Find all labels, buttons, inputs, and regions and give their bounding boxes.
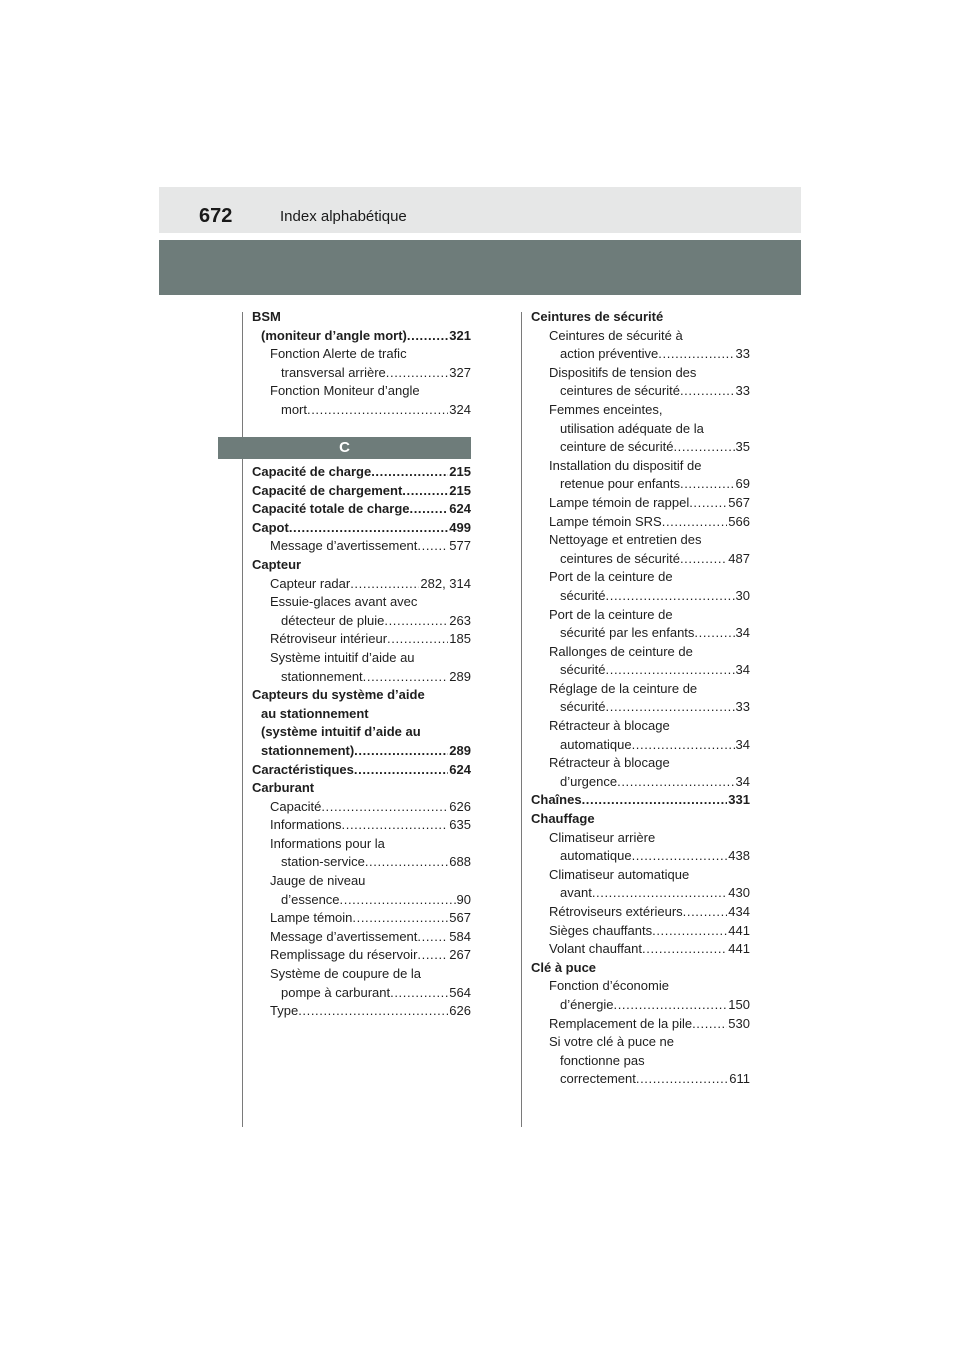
index-entry-term: Lampe témoin SRS [549,513,662,529]
dot-leader [407,327,448,346]
dot-leader [632,847,728,866]
index-entry: Climatiseur automatique [549,866,690,882]
index-entry-page: 34 [735,625,750,641]
index-entry: utilisation adéquate de la [560,420,704,436]
index-entry: Carburant [252,780,315,796]
index-entry: Système intuitif d’aide au [270,649,415,665]
index-entry [531,624,750,643]
index-entry-page: 487 [728,550,750,566]
index-entry: Ceintures de sécurité [531,309,664,324]
dot-leader [617,773,734,792]
index-entry: Port de la ceinture de [549,606,673,622]
index-entry [252,928,471,947]
index-entry-page: 438 [728,848,750,864]
index-entry: Informations pour la [270,835,385,851]
index-column-right [531,308,750,1089]
dot-leader [354,761,448,780]
index-entry: Essuie-glaces avant avec [270,594,418,610]
index-entry [531,773,750,792]
dot-leader [636,1070,728,1089]
index-entry: Dispositifs de tension des [549,364,697,380]
dot-leader [365,853,448,872]
dot-leader [592,884,727,903]
index-entry-page: 215 [449,482,471,498]
index-entry [252,798,471,817]
page-number: 672 [199,205,233,227]
index-entry [531,550,750,569]
index-entry-page: 567 [449,910,471,926]
index-entry-page: 688 [449,854,471,870]
index-entry [252,537,471,556]
dot-leader [307,401,448,420]
index-entry-page: 499 [449,519,471,535]
index-entry-term: automatique [560,848,632,864]
dot-leader [402,482,448,501]
index-entry-page: 90 [456,891,471,907]
index-entry-term: Remplacement de la pile [549,1015,693,1031]
index-entry [252,401,471,420]
index-entry [531,903,750,922]
index-entry: au stationnement [261,705,369,721]
index-entry-term: d’urgence [560,773,618,789]
index-entry-term: pompe à carburant [281,984,391,1000]
index-entry-page: 215 [449,464,471,479]
index-entry-page: 35 [735,439,750,455]
index-entry-page: 566 [728,513,750,529]
index-entry-page: 263 [449,612,471,628]
index-entry-page: 434 [728,904,750,919]
index-entry [252,482,471,501]
index-entry [252,630,471,649]
index-entry-page: 577 [449,538,471,554]
page-title: Index alphabétique [280,208,407,225]
index-entry [252,853,471,872]
dot-leader [683,903,728,922]
index-entry-page: 69 [735,476,750,492]
index-entry-term: ceinture de sécurité [560,439,674,455]
index-entry-term: Message d’avertissement [270,928,418,944]
index-entry [252,1002,471,1021]
dot-leader [680,382,735,401]
index-entry [252,909,471,928]
index-entry-term: sécurité [560,587,606,603]
index-entry-term: Informations [270,817,342,833]
dot-leader [321,798,448,817]
index-entry: Fonction d’économie [549,978,669,994]
index-entry [531,698,750,717]
index-entry [531,513,750,532]
index-entry [531,847,750,866]
index-entry-term: d’énergie [560,996,614,1012]
index-entry: Femmes enceintes, [549,401,663,417]
index-entry: Capteur [252,556,302,572]
index-entry-page: 289 [449,742,471,758]
index-entry [531,736,750,755]
index-column-left-c [252,463,471,1021]
index-entry: Rétracteur à blocage [549,755,670,771]
index-entry-term: Capot [252,519,289,535]
dot-leader [606,661,735,680]
index-entry-term: mort [281,401,307,417]
index-entry-page: 331 [728,792,750,808]
index-entry: Système de coupure de la [270,966,422,982]
index-entry: Clé à puce [531,959,597,975]
index-entry-page: 267 [449,947,471,963]
index-entry [531,884,750,903]
index-entry-term: automatique [560,736,632,752]
index-entry [252,500,471,519]
index-entry: Ceintures de sécurité à [549,327,683,343]
dot-leader [340,891,456,910]
index-entry-term: d’essence [281,891,340,907]
index-entry [252,891,471,910]
dot-leader [632,736,735,755]
dot-leader [694,624,734,643]
dot-leader [387,630,448,649]
index-entry [531,996,750,1015]
index-entry-term: sécurité [560,699,606,715]
index-entry [531,438,750,457]
index-entry [531,661,750,680]
column-divider-middle [521,312,522,1127]
index-entry: Climatiseur arrière [549,829,656,845]
dot-leader [410,500,449,519]
index-entry-page: 626 [449,1003,471,1019]
index-entry [252,519,471,538]
dot-leader [350,575,419,594]
index-entry-term: ceintures de sécurité [560,383,680,399]
index-entry [252,463,471,482]
dot-leader [680,475,735,494]
dot-leader [352,909,448,928]
dot-leader [642,940,727,959]
index-entry-page: 626 [449,798,471,814]
index-entry-term: Capteur radar [270,575,351,591]
index-entry-term: stationnement [281,668,363,684]
index-entry-page: 327 [449,364,471,380]
index-entry-term: sécurité par les enfants [560,625,695,641]
dot-leader [689,494,727,513]
index-entry-page: 441 [728,941,750,957]
index-entry [531,1015,750,1034]
index-entry-page: 33 [735,699,750,715]
index-entry-term: stationnement) [261,742,355,758]
index-entry-page: 624 [449,761,471,777]
index-entry-term: détecteur de pluie [281,612,385,628]
index-entry [531,382,750,401]
index-entry-term: Lampe témoin de rappel [549,494,690,510]
index-entry [531,587,750,606]
index-entry-term: Type [270,1003,299,1019]
header-band [159,240,801,295]
index-entry: Chauffage [531,811,595,827]
index-entry [252,816,471,835]
index-entry-term: Sièges chauffants [549,922,653,938]
dot-leader [363,668,449,687]
index-entry [252,742,471,761]
index-entry [531,475,750,494]
index-entry-term: sécurité [560,662,606,678]
dot-leader [417,946,448,965]
index-entry [531,922,750,941]
index-entry: Port de la ceinture de [549,569,673,585]
index-entry-page: 584 [449,928,471,944]
dot-leader [417,928,448,947]
index-entry-term: Capacité totale de charge [252,501,410,517]
index-entry: Fonction Moniteur d’angle [270,383,420,399]
index-entry [531,791,750,810]
dot-leader [371,463,448,482]
index-entry-term: correctement [560,1071,636,1087]
index-entry-term: avant [560,885,592,901]
dot-leader [298,1002,448,1021]
index-entry-term: Rétroviseur intérieur [270,631,388,647]
index-entry [531,345,750,364]
index-entry-term: Capacité de chargement [252,482,403,498]
dot-leader [692,1015,727,1034]
index-column-left-top [252,308,471,420]
index-entry: fonctionne pas [560,1052,645,1068]
dot-leader [658,345,734,364]
index-entry: (système intuitif d’aide au [261,724,421,740]
index-entry-term: (moniteur d’angle mort) [261,327,407,343]
index-entry-term: Rétroviseurs extérieurs [549,904,683,919]
index-entry-page: 430 [728,885,750,901]
section-letter-c: C [218,437,471,459]
index-entry: Nettoyage et entretien des [549,532,702,548]
dot-leader [354,742,448,761]
index-entry [531,940,750,959]
index-entry-page: 530 [728,1015,750,1031]
index-entry [252,946,471,965]
index-entry-term: Lampe témoin [270,910,353,926]
dot-leader [417,537,448,556]
index-entry-page: 34 [735,773,750,789]
dot-leader [673,438,734,457]
index-entry: Rétracteur à blocage [549,718,670,734]
index-entry-page: 321 [449,327,471,343]
dot-leader [342,816,449,835]
index-entry-term: ceintures de sécurité [560,550,680,566]
index-entry [252,575,471,594]
index-entry [252,761,471,780]
index-entry [252,612,471,631]
dot-leader [582,791,728,810]
index-entry-page: 150 [728,996,750,1012]
index-entry [252,327,471,346]
index-entry-page: 611 [729,1071,750,1087]
index-entry-page: 564 [449,984,471,1000]
index-entry-page: 33 [735,383,750,399]
dot-leader [614,996,728,1015]
dot-leader [384,612,448,631]
index-entry-term: station-service [281,854,365,870]
index-entry-page: 30 [735,587,750,603]
index-entry-page: 282, 314 [420,575,471,591]
index-entry-term: Volant chauffant [549,941,643,957]
index-entry-term: action préventive [560,346,659,362]
index-entry-page: 567 [728,494,750,510]
dot-leader [289,519,448,538]
index-entry [531,494,750,513]
dot-leader [606,698,735,717]
index-entry [252,668,471,687]
header-bar [159,187,801,233]
index-entry-term: transversal arrière [281,364,386,380]
index-entry: Si votre clé à puce ne [549,1034,675,1050]
index-entry-page: 441 [728,922,750,938]
index-entry: BSM [252,309,281,324]
index-entry-page: 33 [735,346,750,362]
index-entry-term: Capacité [270,798,322,814]
index-entry-page: 289 [449,668,471,684]
dot-leader [386,364,449,383]
dot-leader [662,513,728,532]
index-entry-term: Capacité de charge [252,464,372,479]
index-entry-page: 324 [449,401,471,417]
index-entry-term: retenue pour enfants [560,476,680,492]
index-entry: Jauge de niveau [270,873,366,889]
index-entry: Rallonges de ceinture de [549,643,693,659]
index-entry: Réglage de la ceinture de [549,680,698,696]
index-entry-page: 635 [449,817,471,833]
index-entry-term: Remplissage du réservoir [270,947,418,963]
dot-leader [652,922,727,941]
index-entry: Installation du dispositif de [549,457,702,473]
index-entry-term: Message d’avertissement [270,538,418,554]
index-entry: Fonction Alerte de trafic [270,346,407,362]
index-entry-page: 34 [735,736,750,752]
dot-leader [680,550,727,569]
index-entry [531,1070,750,1089]
index-entry-page: 624 [449,501,471,517]
dot-leader [606,587,735,606]
index-entry [252,364,471,383]
index-entry: Capteurs du système d’aide [252,687,425,703]
index-entry-page: 185 [449,631,471,647]
index-entry [252,984,471,1003]
column-divider-left [242,312,243,1127]
index-entry-page: 34 [735,662,750,678]
index-entry-term: Caractéristiques [252,761,354,777]
index-entry-term: Chaînes [531,792,582,808]
dot-leader [390,984,448,1003]
